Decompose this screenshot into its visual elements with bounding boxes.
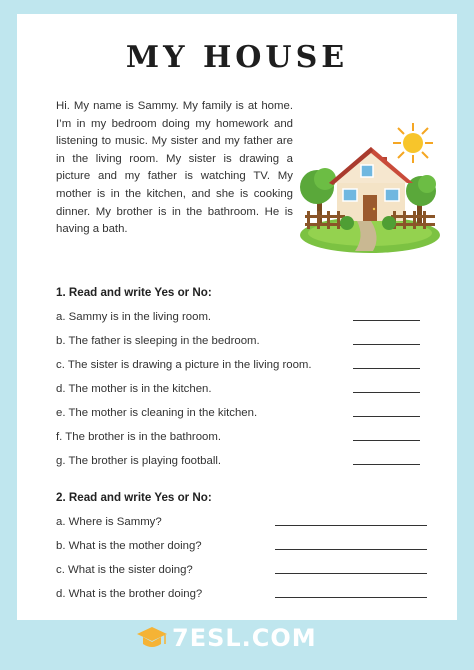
section1-question: g. The brother is playing football. — [56, 455, 222, 467]
section1-question: d. The mother is in the kitchen. — [56, 383, 212, 395]
sun-icon — [393, 123, 433, 163]
answer-blank[interactable] — [353, 392, 420, 393]
answer-blank[interactable] — [353, 416, 420, 417]
site-logo[interactable] — [136, 624, 317, 652]
answer-blank[interactable] — [353, 368, 420, 369]
answer-blank[interactable] — [353, 320, 420, 321]
section2-question: a. Where is Sammy? — [56, 516, 162, 528]
answer-blank[interactable] — [353, 464, 420, 465]
house-illustration — [295, 119, 445, 261]
section1-title: 1. Read and write Yes or No: — [56, 286, 212, 299]
footer — [0, 620, 474, 670]
section2-question: b. What is the mother doing? — [56, 540, 202, 552]
worksheet-page — [17, 14, 457, 620]
graduation-cap-icon — [136, 625, 168, 651]
section1-question: e. The mother is cleaning in the kitchen. — [56, 407, 258, 419]
section2-question: d. What is the brother doing? — [56, 588, 203, 600]
section2-question: c. What is the sister doing? — [56, 564, 193, 576]
answer-line[interactable] — [275, 597, 427, 598]
answer-line[interactable] — [275, 549, 427, 550]
section1-question: c. The sister is drawing a picture in the living room. — [56, 359, 312, 371]
reading-passage: Hi. My name is Sammy. My family is at home. I’m in my bedroom doing my homework and listening to music. My sister and my father are in the living room. My sister is drawing a picture and my father is watching TV. My mother is in the kitchen, and she is cooking dinner. My brother is in the bathroom. He is having a bath. — [56, 100, 293, 236]
worksheet-title: MY HOUSE — [125, 40, 349, 75]
logo-text: 7ESL.COM — [172, 624, 317, 652]
answer-blank[interactable] — [353, 344, 420, 345]
answer-blank[interactable] — [353, 440, 420, 441]
answer-line[interactable] — [275, 525, 427, 526]
answer-line[interactable] — [275, 573, 427, 574]
section1-question: b. The father is sleeping in the bedroom. — [56, 335, 260, 347]
section1-question: f. The brother is in the bathroom. — [56, 431, 222, 443]
section2-title: 2. Read and write Yes or No: — [56, 491, 212, 504]
section1-question: a. Sammy is in the living room. — [56, 311, 212, 323]
